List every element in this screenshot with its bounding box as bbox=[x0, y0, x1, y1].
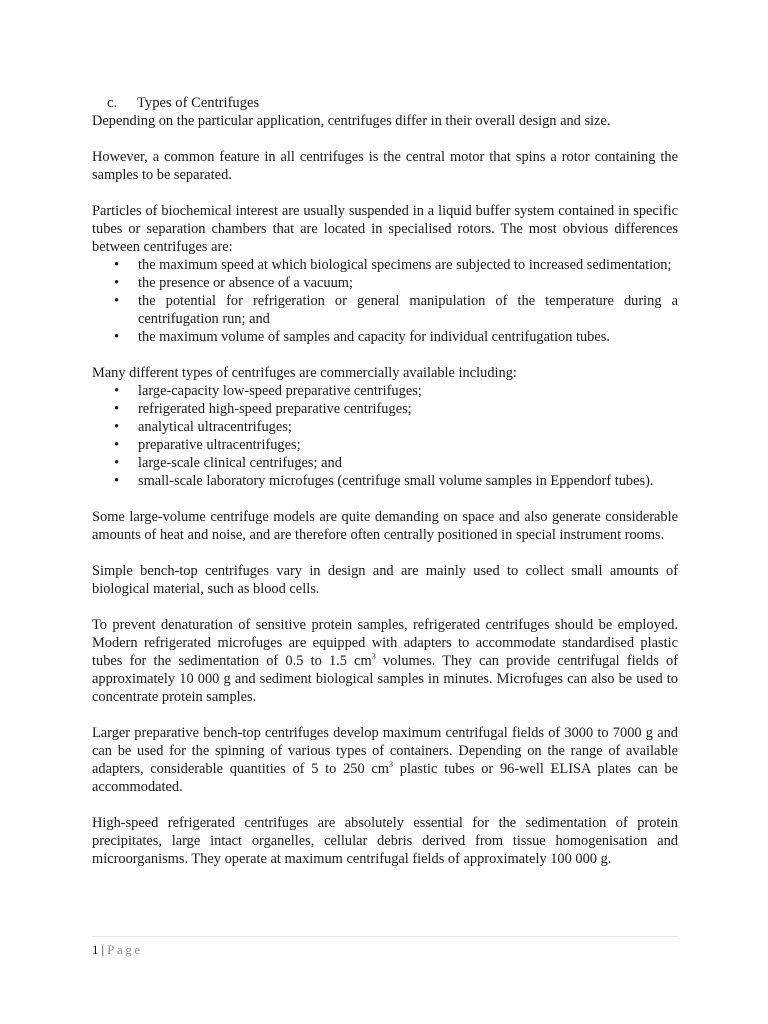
bullet-icon: • bbox=[114, 329, 120, 345]
page-label: Page bbox=[107, 942, 143, 957]
bullet-icon: • bbox=[114, 455, 120, 471]
section-heading bbox=[107, 94, 678, 112]
list-item-text: the maximum speed at which biological specimens are subjected to increased sedimentation; bbox=[138, 257, 672, 273]
paragraph-bench-top: Simple bench-top centrifuges vary in design and are mainly used to collect small amounts of biological material, such as blood cells. bbox=[92, 563, 678, 597]
section-number: c. bbox=[107, 95, 118, 111]
list-item bbox=[92, 274, 678, 292]
bullet-icon: • bbox=[114, 401, 120, 417]
bullet-icon: • bbox=[114, 257, 120, 273]
list-item bbox=[92, 292, 678, 328]
paragraph-text: To prevent denaturation of sensitive protein samples, refrigerated centrifuges should be employed. Modern refrigerated microfuges are equipped with adapters to accommodate standardised plastic tubes for the sedimentation of 0.5 to 1.5 cm bbox=[92, 617, 678, 669]
document-page bbox=[92, 94, 678, 886]
footer-separator: | bbox=[101, 942, 105, 957]
paragraph-differences-lead: Particles of biochemical interest are usually suspended in a liquid buffer system contained in specific tubes or separation chambers that are located in specialised rotors. The most obvious differences between centrifuges are: bbox=[92, 203, 678, 255]
superscript: 3 bbox=[389, 760, 394, 769]
superscript: 3 bbox=[371, 652, 376, 661]
bullet-icon: • bbox=[114, 293, 120, 309]
list-item bbox=[92, 382, 678, 400]
list-item bbox=[92, 436, 678, 454]
bullet-icon: • bbox=[114, 419, 120, 435]
paragraph-high-speed: High-speed refrigerated centrifuges are absolutely essential for the sedimentation of protein precipitates, large intact organelles, cellular debris derived from tissue homogenisation and microorganisms. They operate at maximum centrifugal fields of approximately 100 000 g. bbox=[92, 815, 678, 867]
page-footer bbox=[92, 942, 143, 958]
list-item-text: the presence or absence of a vacuum; bbox=[138, 275, 353, 291]
list-item-text: the potential for refrigeration or general manipulation of the temperature during a centrifugation run; and bbox=[138, 293, 678, 327]
paragraph-denaturation bbox=[92, 616, 678, 706]
paragraph-larger-preparative bbox=[92, 724, 678, 796]
paragraph-large-volume: Some large-volume centrifuge models are quite demanding on space and also generate considerable amounts of heat and noise, and are therefore often centrally positioned in special instrument rooms. bbox=[92, 509, 678, 543]
differences-list bbox=[92, 256, 678, 346]
section-title: Types of Centrifuges bbox=[137, 95, 260, 111]
list-item-text: analytical ultracentrifuges; bbox=[138, 419, 292, 435]
list-item-text: large-capacity low-speed preparative centrifuges; bbox=[138, 383, 422, 399]
paragraph-common-feature: However, a common feature in all centrifuges is the central motor that spins a rotor containing the samples to be separated. bbox=[92, 149, 678, 183]
bullet-icon: • bbox=[114, 437, 120, 453]
paragraph-text: plastic tubes or 96-well ELISA plates can be accommodated. bbox=[92, 761, 678, 795]
list-item-text: large-scale clinical centrifuges; and bbox=[138, 455, 342, 471]
paragraph-types-lead: Many different types of centrifuges are commercially available including: bbox=[92, 365, 517, 381]
list-item-text: preparative ultracentrifuges; bbox=[138, 437, 301, 453]
list-item bbox=[92, 328, 678, 346]
bullet-icon: • bbox=[114, 275, 120, 291]
page-number: 1 bbox=[92, 942, 99, 957]
bullet-icon: • bbox=[114, 383, 120, 399]
paragraph-text: volumes. They can provide centrifugal fields of approximately 10 000 g and sediment biological samples in minutes. Microfuges can also be used to concentrate protein samples. bbox=[92, 653, 678, 705]
list-item-text: refrigerated high-speed preparative centrifuges; bbox=[138, 401, 412, 417]
paragraph-intro: Depending on the particular application, centrifuges differ in their overall design and size. bbox=[92, 113, 611, 129]
list-item bbox=[92, 256, 678, 274]
types-list bbox=[92, 382, 678, 490]
footer-divider bbox=[92, 936, 678, 937]
list-item bbox=[92, 400, 678, 418]
list-item bbox=[92, 454, 678, 472]
list-item-text: the maximum volume of samples and capacity for individual centrifugation tubes. bbox=[138, 329, 610, 345]
list-item-text: small-scale laboratory microfuges (centrifuge small volume samples in Eppendorf tubes). bbox=[138, 473, 654, 489]
paragraph-text: Larger preparative bench-top centrifuges develop maximum centrifugal fields of 3000 to 7000 g and can be used for the spinning of various types of containers. Depending on the range of available adapters, considerable quantities of 5 to 250 cm bbox=[92, 725, 678, 777]
list-item bbox=[92, 418, 678, 436]
list-item bbox=[92, 472, 678, 490]
bullet-icon: • bbox=[114, 473, 120, 489]
